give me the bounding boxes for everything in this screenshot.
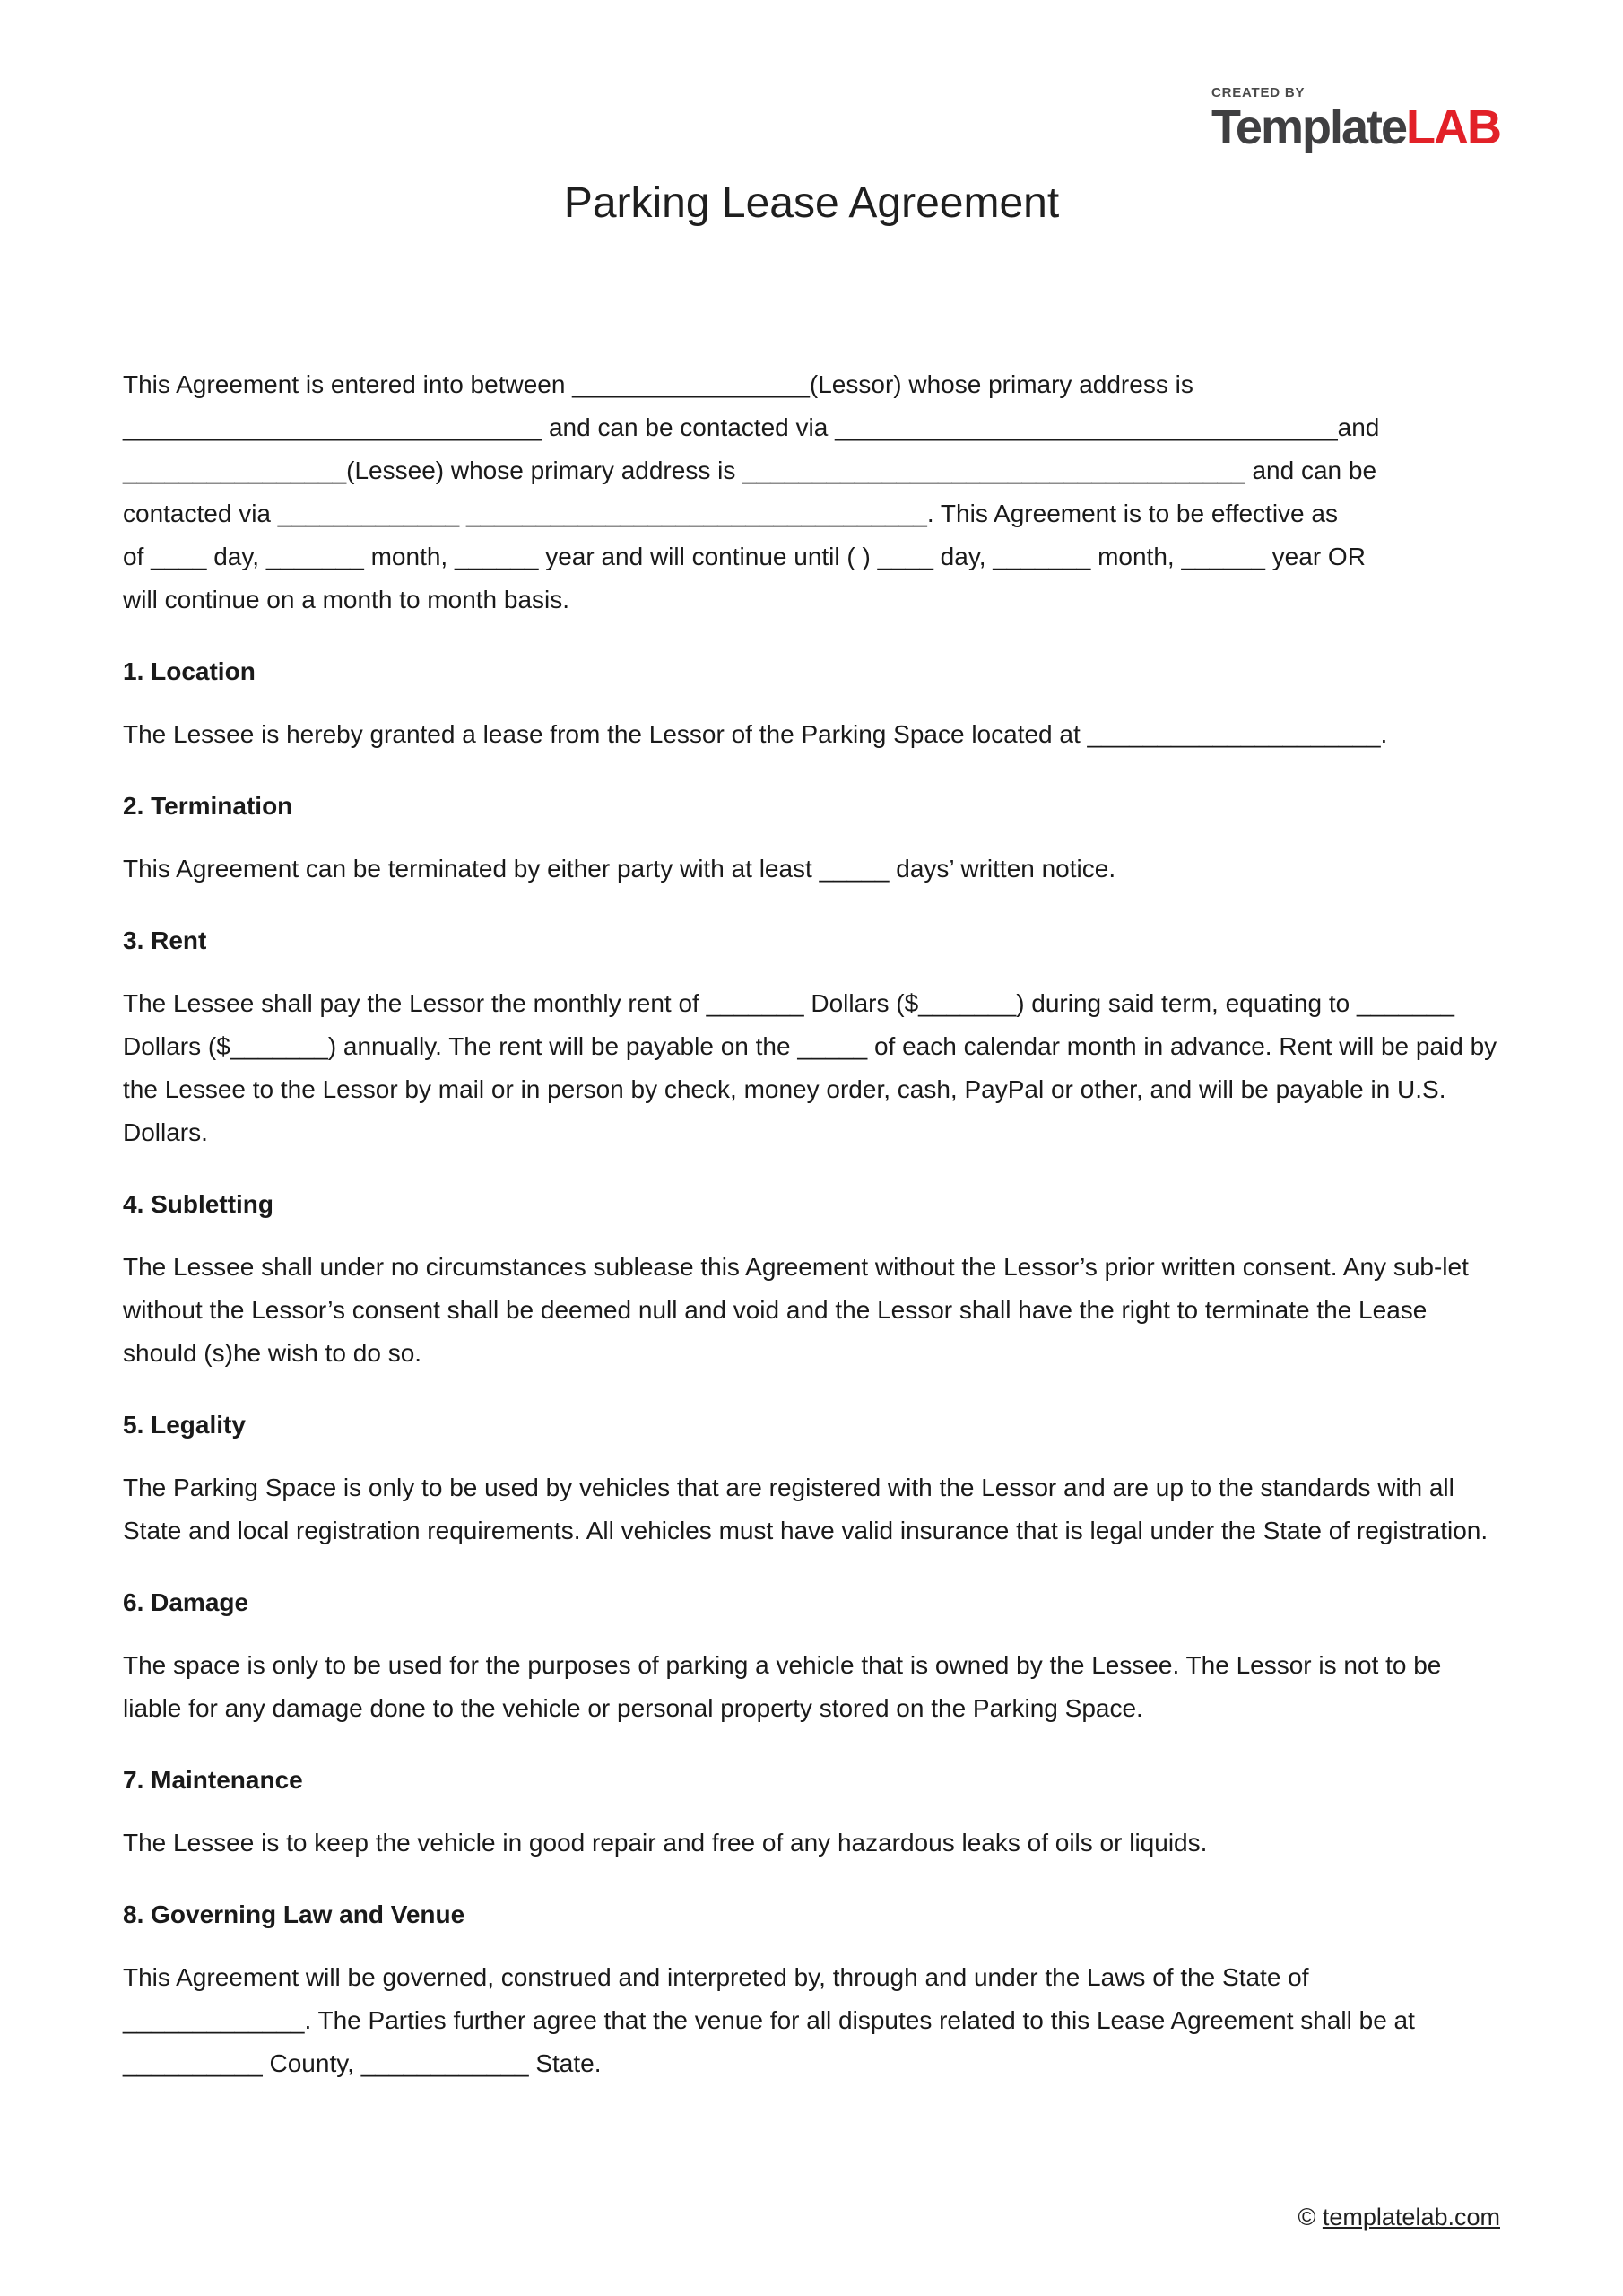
section-heading: 3. Rent	[123, 926, 207, 954]
logo-text-lab: LAB	[1406, 100, 1500, 154]
section-body: The Parking Space is only to be used by vehicles that are registered with the Lessor and are up to the standards with all State and local registration requirements. All vehicles must have valid insurance that is legal under the State of registration.	[123, 1473, 1488, 1544]
footer-credit	[1298, 2204, 1500, 2231]
logo-text-template: Template	[1211, 100, 1407, 154]
intro-line: of ____ day, _______ month, ______ year and will continue until ( ) ____ day, _______ month, ______ year OR	[123, 542, 1366, 570]
intro-line: This Agreement is entered into between _________________(Lessor) whose primary address is	[123, 370, 1193, 398]
section-heading: 8. Governing Law and Venue	[123, 1900, 465, 1928]
section-body: This Agreement can be terminated by either party with at least _____ days’ written notice.	[123, 854, 1116, 883]
section-body: The space is only to be used for the purposes of parking a vehicle that is owned by the Lessee. The Lessor is not to be liable for any damage done to the vehicle or personal property stored on the Parking Space.	[123, 1650, 1442, 1722]
section-body: The Lessee shall under no circumstances sublease this Agreement without the Lessor’s prior written consent. Any sub-let without the Lessor’s consent shall be deemed null and void and the Lessor shall have the right to terminate the Lease should (s)he wish to do so.	[123, 1252, 1469, 1367]
intro-line: ______________________________ and can be contacted via ____________________________________and	[123, 413, 1380, 441]
section-rent	[123, 919, 1500, 1154]
templatelab-logo	[1211, 85, 1500, 153]
page-title: Parking Lease Agreement	[563, 178, 1060, 227]
section-heading: 1. Location	[123, 657, 256, 685]
section-body: The Lessee is to keep the vehicle in good repair and free of any hazardous leaks of oils or liquids.	[123, 1828, 1208, 1857]
section-body: The Lessee shall pay the Lessor the monthly rent of _______ Dollars ($_______) during said term, equating to _______ Dollars ($_______) annually. The rent will be payable on the _____ of each calendar month in advance. Rent will be paid by the Lessee to the Lessor by mail or in person by check, money order, cash, PayPal or other, and will be payable in U.S. Dollars.	[123, 988, 1497, 1146]
section-legality	[123, 1404, 1500, 1552]
copyright-symbol: ©	[1298, 2204, 1316, 2231]
section-heading: 7. Maintenance	[123, 1765, 303, 1794]
section-heading: 6. Damage	[123, 1587, 249, 1616]
section-termination	[123, 785, 1500, 891]
section-subletting	[123, 1183, 1500, 1375]
section-heading: 2. Termination	[123, 791, 293, 820]
section-body: This Agreement will be governed, construed and interpreted by, through and under the Laws of the State of _____________. The Parties further agree that the venue for all disputes related to this Lease Agreement shall be at __________ County, ____________ State.	[123, 1962, 1415, 2077]
brand-header	[123, 85, 1500, 153]
intro-line: will continue on a month to month basis.	[123, 585, 570, 613]
templatelab-link[interactable]: templatelab.com	[1322, 2204, 1500, 2231]
section-location	[123, 650, 1500, 756]
section-maintenance	[123, 1759, 1500, 1865]
section-governing-law	[123, 1893, 1500, 2085]
created-by-label: CREATED BY	[1211, 85, 1306, 100]
templatelab-wordmark	[1211, 102, 1500, 153]
intro-line: contacted via _____________ _________________________________. This Agreement is to be effective as	[123, 499, 1338, 527]
intro-line: ________________(Lessee) whose primary address is ____________________________________ and can be	[123, 456, 1377, 484]
section-heading: 4. Subletting	[123, 1189, 273, 1218]
intro-paragraph	[123, 363, 1500, 622]
section-heading: 5. Legality	[123, 1410, 246, 1439]
section-body: The Lessee is hereby granted a lease from the Lessor of the Parking Space located at _____________________.	[123, 719, 1388, 748]
section-damage	[123, 1581, 1500, 1730]
